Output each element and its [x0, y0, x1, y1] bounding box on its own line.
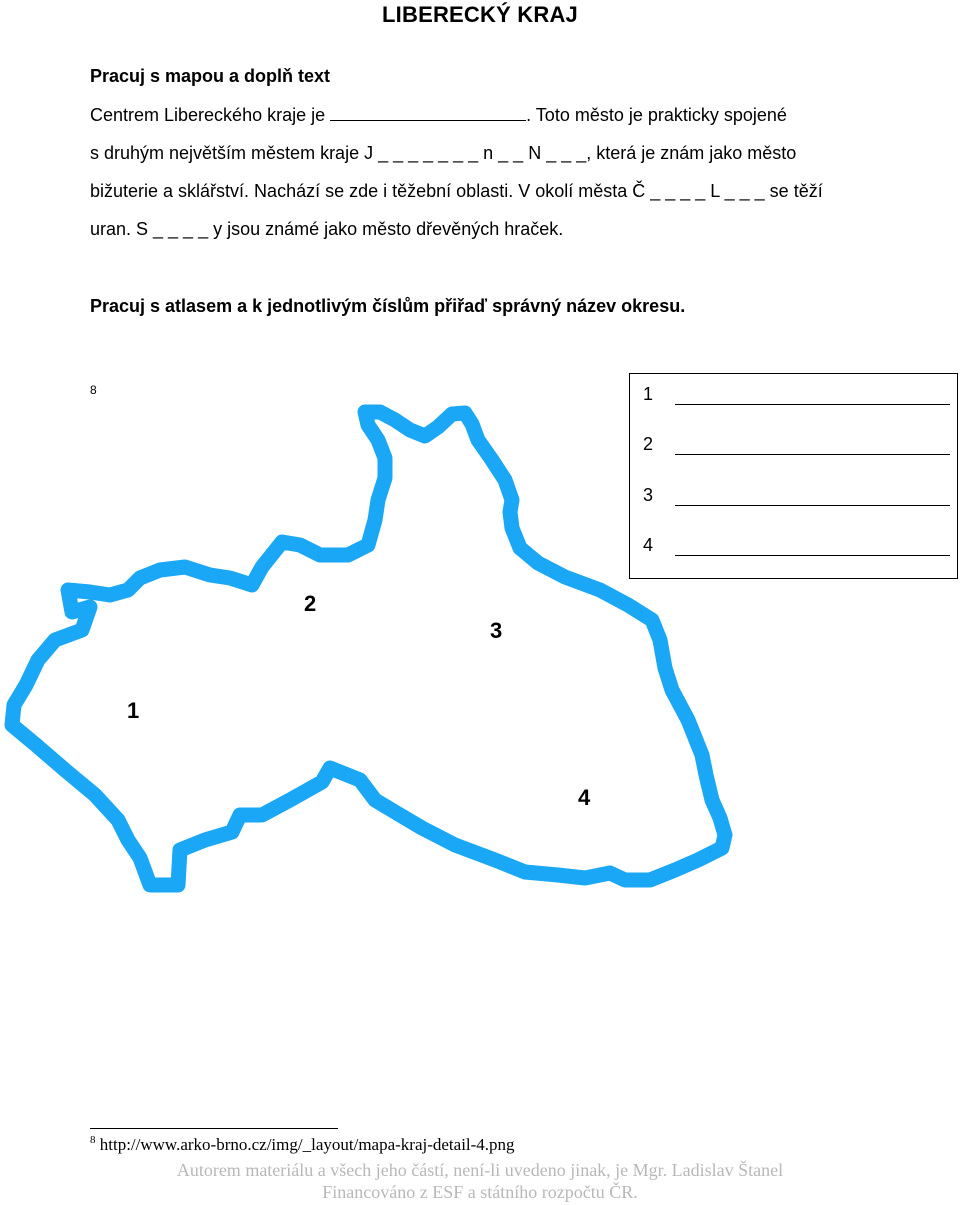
answer-row: 4: [643, 535, 663, 556]
page-title: LIBERECKÝ KRAJ: [382, 2, 578, 27]
footer-author: Autorem materiálu a všech jeho částí, není-li uvedeno jinak, je Mgr. Ladislav Štanel: [176, 1160, 784, 1180]
task1-line-2: s druhým největším městem kraje J _ _ _ _ _ _ _ n _ _ N _ _ _, která je znám jako město: [90, 143, 797, 163]
task1-line-4: uran. S _ _ _ _ y jsou známé jako město dřevěných hraček.: [90, 219, 564, 239]
map-label-2: 2: [304, 591, 317, 616]
footnote-reference: 8: [90, 383, 97, 397]
region-outline: [12, 412, 725, 885]
footnote-link[interactable]: http://www.arko-brno.cz/img/_layout/mapa-kraj-detail-4.png: [99, 1135, 515, 1154]
task1-heading: Pracuj s mapou a doplň text: [90, 66, 331, 86]
footnote-separator: [90, 1128, 338, 1129]
task1-text: [90, 96, 823, 248]
task2-heading: Pracuj s atlasem a k jednotlivým číslům přiřaď správný název okresu.: [90, 296, 686, 316]
footer-funding: Financováno z ESF a státního rozpočtu ČR.: [322, 1182, 638, 1202]
region-map: [0, 380, 740, 910]
map-label-4: 4: [578, 785, 591, 810]
map-label-1: 1: [127, 698, 140, 723]
task1-line-3: bižuterie a sklářství. Nachází se zde i těžební oblasti. V okolí města Č _ _ _ _ L _ _ _ se těží: [90, 181, 823, 201]
answer-row: 3: [643, 485, 663, 506]
answer-row: 1: [643, 384, 663, 405]
map-label-3: 3: [490, 618, 503, 643]
answer-blank: [330, 106, 526, 121]
footnote: $^8$ http://www.arko-brno.cz/img/_layout/mapa-kraj-detail-4.png: [90, 1134, 515, 1154]
answer-row: 2: [643, 434, 663, 455]
task1-line-1: Centrem Libereckého kraje je . Toto město je prakticky spojené: [90, 105, 787, 125]
